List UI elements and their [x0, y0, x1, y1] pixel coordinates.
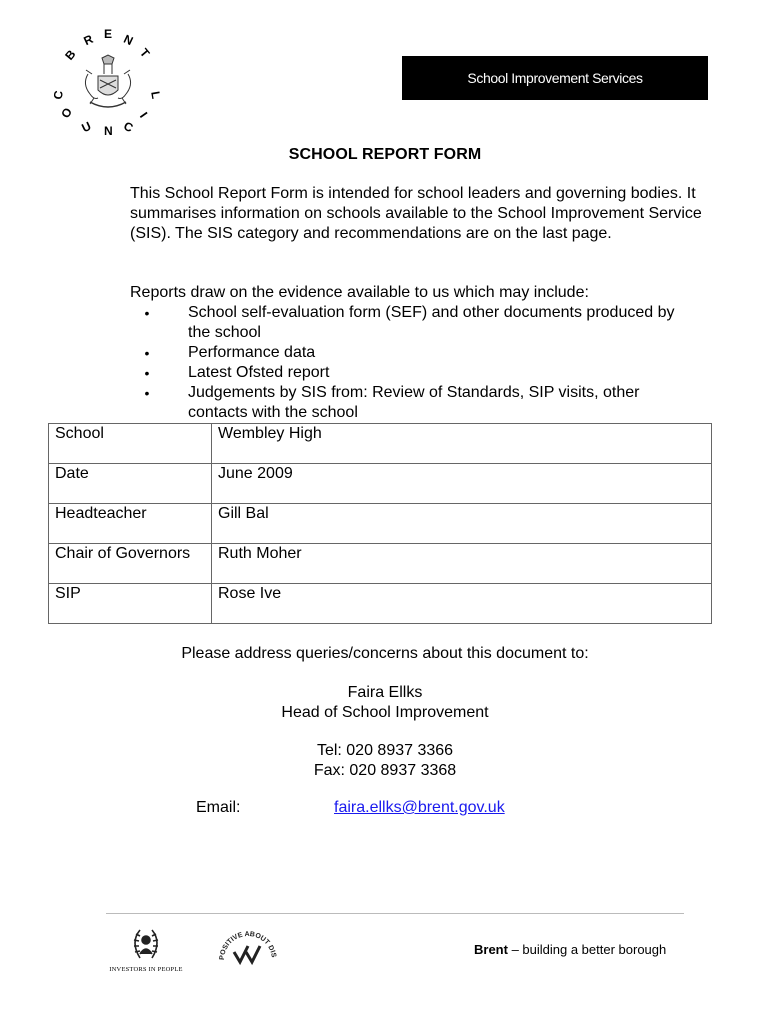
row-label: SIP — [49, 584, 212, 624]
email-link[interactable]: faira.ellks@brent.gov.uk — [334, 799, 505, 816]
header-banner: School Improvement Services — [402, 56, 708, 100]
row-label: School — [49, 424, 212, 464]
row-label: Date — [49, 464, 212, 504]
contact-role: Head of School Improvement — [281, 704, 489, 721]
investors-in-people-logo — [104, 924, 188, 976]
logo-letter: L — [148, 90, 164, 100]
list-item-text: School self-evaluation form (SEF) and other documents produced by the school — [188, 304, 675, 341]
row-value: Gill Bal — [212, 504, 712, 544]
email-label: Email: — [196, 799, 241, 816]
iip-text: INVESTORS IN PEOPLE — [109, 966, 183, 973]
two-ticks-icon — [216, 922, 280, 980]
list-item-text: Performance data — [188, 344, 316, 361]
evidence-intro: Reports draw on the evidence available to us which may include: — [130, 284, 589, 301]
laurel-wreath-icon — [126, 924, 166, 964]
school-info-table — [48, 423, 712, 624]
row-value: Rose Ive — [212, 584, 712, 624]
contact-name: Faira Ellks — [347, 684, 423, 701]
logo-letter: N — [104, 124, 113, 138]
footer-divider — [106, 913, 684, 914]
table-row — [49, 584, 712, 624]
row-value: Ruth Moher — [212, 544, 712, 584]
row-value: Wembley High — [212, 424, 712, 464]
contact-fax: Fax: 020 8937 3368 — [313, 762, 457, 779]
logo-letter: C — [50, 89, 66, 101]
logo-letter: U — [79, 118, 94, 136]
evidence-list — [130, 303, 690, 423]
row-label: Chair of Governors — [49, 544, 212, 584]
row-label: Headteacher — [49, 504, 212, 544]
logo-letter: T — [136, 45, 153, 61]
table-row — [49, 464, 712, 504]
intro-paragraph: This School Report Form is intended for school leaders and governing bodies. It summarises information on schools available to the School Improvement Service (SIS). The SIS category and recommendations are on the last page. — [130, 185, 702, 242]
table-row — [49, 504, 712, 544]
contact-tel: Tel: 020 8937 3366 — [316, 742, 454, 759]
coat-of-arms-icon — [80, 54, 136, 112]
logo-letter: B — [62, 47, 79, 63]
tagline-rest: – building a better borough — [507, 942, 667, 957]
table-row — [49, 544, 712, 584]
list-item-text: Latest Ofsted report — [188, 364, 330, 381]
list-item — [130, 303, 690, 343]
list-item — [130, 343, 690, 363]
brent-council-logo — [44, 26, 174, 141]
bullet: • — [144, 305, 150, 321]
footer-tagline — [474, 942, 666, 957]
disabled-text: POSITIVE ABOUT DIS — [218, 930, 277, 961]
disabled-people-logo — [216, 922, 280, 980]
logo-letter: N — [121, 31, 136, 49]
contact-prompt: Please address queries/concerns about this document to: — [181, 645, 589, 662]
logo-letter: C — [121, 118, 136, 136]
page-title: SCHOOL REPORT FORM — [288, 146, 482, 163]
list-item — [130, 383, 690, 423]
table-row — [49, 424, 712, 464]
row-value: June 2009 — [212, 464, 712, 504]
logo-letter: I — [136, 109, 151, 121]
tagline-brand: Brent — [474, 942, 508, 957]
list-item-text: Judgements by SIS from: Review of Standards, SIP visits, other contacts with the school — [188, 384, 640, 421]
bullet: • — [144, 385, 150, 401]
bullet: • — [144, 365, 150, 381]
bullet: • — [144, 345, 150, 361]
list-item — [130, 363, 690, 383]
logo-letter: O — [58, 105, 76, 121]
logo-letter: E — [104, 27, 113, 41]
logo-letter: R — [81, 31, 96, 49]
